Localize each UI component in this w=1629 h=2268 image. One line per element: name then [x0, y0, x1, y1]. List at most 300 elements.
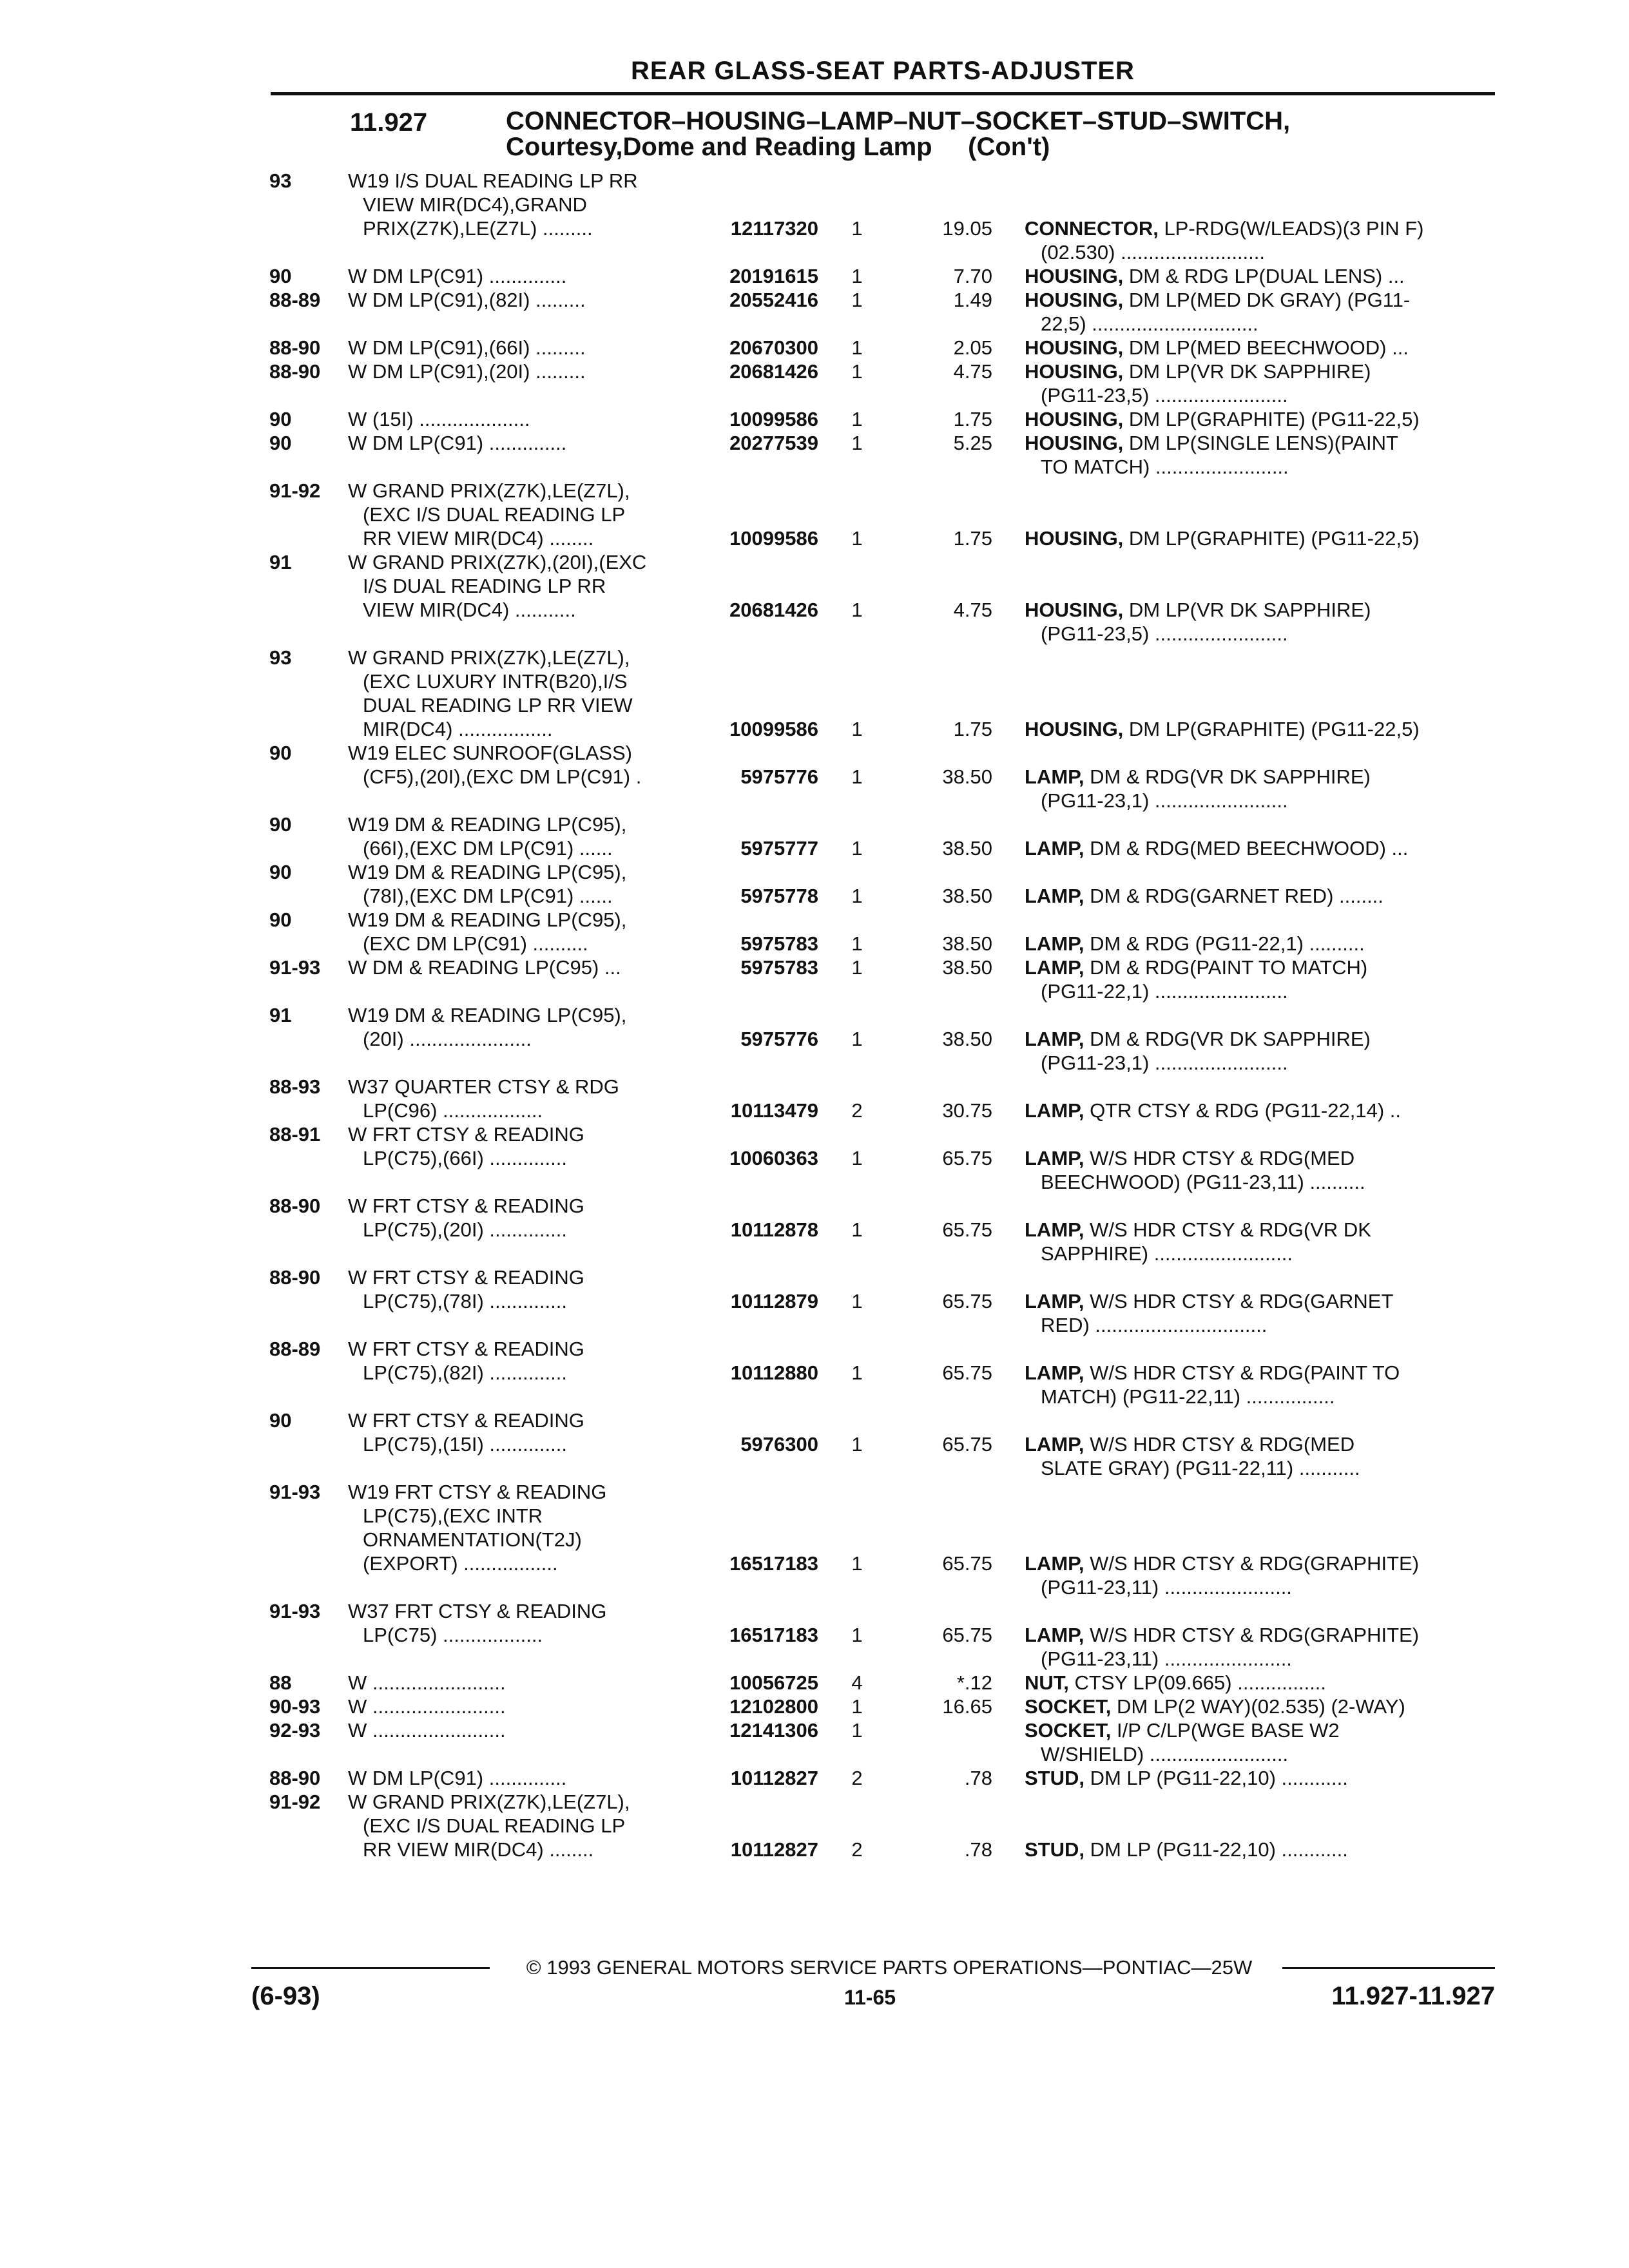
entry-line: [0, 741, 1629, 765]
part-detail: (02.530) ..........................: [1041, 241, 1266, 264]
price: 65.75: [942, 1552, 992, 1575]
section-title: CONNECTOR–HOUSING–LAMP–NUT–SOCKET–STUD–SWITCH,: [506, 107, 1291, 135]
usage-description: LP(C75),(20I) ..............: [363, 1218, 567, 1241]
part-description: [1025, 1766, 1492, 1790]
quantity: 1: [851, 289, 863, 311]
usage-description: W ........................: [348, 1671, 506, 1694]
usage-description: W FRT CTSY & READING: [348, 1409, 584, 1432]
usage-description: LP(C75),(EXC INTR: [363, 1504, 543, 1527]
part-number: 10099586: [729, 408, 818, 430]
part-number: 5975776: [740, 1028, 818, 1050]
entry-line: [0, 407, 1629, 431]
usage-description: VIEW MIR(DC4),GRAND: [363, 193, 587, 216]
usage-description: (EXC DM LP(C91) ..........: [363, 932, 588, 955]
entry-line: [0, 503, 1629, 526]
model-years: 88-90: [269, 1195, 321, 1217]
entry-line: [0, 1552, 1629, 1575]
footer-rule-right: [1282, 1967, 1495, 1969]
part-name: HOUSING,: [1025, 289, 1124, 311]
part-detail: LP-RDG(W/LEADS)(3 PIN F): [1158, 217, 1424, 240]
model-years: 91-92: [269, 1791, 321, 1813]
part-detail: DM LP(VR DK SAPPHIRE): [1123, 360, 1371, 383]
model-years: 91-93: [269, 1481, 321, 1503]
price: 38.50: [942, 956, 992, 979]
part-description: [1025, 1218, 1492, 1242]
part-description: [1041, 383, 1492, 407]
part-detail: CTSY LP(09.665) ................: [1068, 1671, 1327, 1694]
part-entry: [0, 407, 1629, 431]
part-description: [1041, 1456, 1492, 1480]
entry-line: [0, 455, 1629, 479]
part-detail: DM LP(MED BEECHWOOD) ...: [1123, 336, 1409, 359]
part-number: 12102800: [729, 1695, 818, 1718]
part-description: [1025, 216, 1492, 240]
entry-line: [0, 884, 1629, 908]
entry-line: [0, 812, 1629, 836]
model-years: 90: [269, 432, 292, 454]
model-years: 91-93: [269, 956, 321, 979]
part-detail: DM LP(GRAPHITE) (PG11-22,5): [1123, 718, 1420, 740]
usage-description: W19 DM & READING LP(C95),: [348, 908, 627, 931]
price: *.12: [956, 1671, 992, 1694]
part-name: LAMP,: [1025, 1361, 1084, 1384]
price: 65.75: [942, 1290, 992, 1312]
part-detail: (PG11-23,11) .......................: [1041, 1576, 1292, 1599]
usage-description: W19 DM & READING LP(C95),: [348, 861, 627, 883]
part-description: [1025, 1552, 1492, 1575]
entry-line: [0, 1456, 1629, 1480]
model-years: 91: [269, 1004, 292, 1026]
part-description: [1025, 1027, 1492, 1051]
part-entry: [0, 1718, 1629, 1766]
price: 38.50: [942, 837, 992, 860]
part-number: 10112827: [730, 1767, 818, 1789]
quantity: 1: [851, 1552, 863, 1575]
entry-line: [0, 1003, 1629, 1027]
usage-description: DUAL READING LP RR VIEW: [363, 694, 633, 716]
model-years: 91: [269, 551, 292, 573]
part-detail: W/S HDR CTSY & RDG(VR DK: [1084, 1218, 1371, 1241]
part-detail: W/S HDR CTSY & RDG(MED: [1084, 1147, 1355, 1169]
part-entry: [0, 264, 1629, 288]
part-number: 10060363: [729, 1147, 818, 1169]
usage-description: LP(C75),(78I) ..............: [363, 1290, 567, 1312]
usage-description: W GRAND PRIX(Z7K),LE(Z7L),: [348, 479, 630, 502]
part-entry: [0, 1337, 1629, 1408]
part-description: [1025, 526, 1492, 550]
part-name: LAMP,: [1025, 1552, 1084, 1575]
part-description: [1025, 956, 1492, 979]
model-years: 88-90: [269, 1266, 321, 1289]
entry-line: [0, 860, 1629, 884]
part-detail: (PG11-23,5) ........................: [1041, 384, 1288, 407]
price: 2.05: [953, 336, 992, 359]
part-number: 20277539: [729, 432, 818, 454]
part-description: [1041, 1313, 1492, 1337]
usage-description: W ........................: [348, 1695, 506, 1718]
price: 1.49: [953, 289, 992, 311]
entry-line: [0, 1671, 1629, 1695]
entry-line: [0, 669, 1629, 693]
part-number: 20670300: [729, 336, 818, 359]
model-years: 88-93: [269, 1075, 321, 1098]
usage-description: PRIX(Z7K),LE(Z7L) .........: [363, 217, 593, 240]
part-description: [1025, 1718, 1492, 1742]
part-detail: SLATE GRAY) (PG11-22,11) ...........: [1041, 1457, 1360, 1479]
part-number: 5975777: [740, 837, 818, 860]
section-number: 11.927: [350, 108, 428, 137]
usage-description: W DM LP(C91) ..............: [348, 432, 567, 454]
quantity: 2: [851, 1099, 863, 1122]
entry-line: [0, 1075, 1629, 1099]
part-name: HOUSING,: [1025, 599, 1124, 621]
usage-description: W37 FRT CTSY & READING: [348, 1600, 607, 1622]
usage-description: W DM LP(C91),(66I) .........: [348, 336, 586, 359]
quantity: 1: [851, 1433, 863, 1456]
usage-description: VIEW MIR(DC4) ...........: [363, 599, 576, 621]
part-detail: (PG11-22,1) ........................: [1041, 980, 1288, 1003]
page-header-title: REAR GLASS-SEAT PARTS-ADJUSTER: [631, 57, 1135, 85]
usage-description: (CF5),(20I),(EXC DM LP(C91) .: [363, 765, 642, 788]
part-name: HOUSING,: [1025, 432, 1124, 454]
part-description: [1041, 240, 1492, 264]
part-detail: DM LP(MED DK GRAY) (PG11-: [1123, 289, 1411, 311]
part-number: 10112878: [730, 1218, 818, 1241]
part-detail: W/S HDR CTSY & RDG(MED: [1084, 1433, 1355, 1456]
quantity: 1: [851, 932, 863, 955]
entry-line: [0, 1480, 1629, 1504]
part-entry: [0, 1766, 1629, 1790]
entry-line: [0, 550, 1629, 574]
usage-description: (EXPORT) .................: [363, 1552, 558, 1575]
part-entry: [0, 1265, 1629, 1337]
quantity: 1: [851, 432, 863, 454]
part-name: LAMP,: [1025, 1099, 1084, 1122]
usage-description: LP(C96) ..................: [363, 1099, 543, 1122]
model-years: 88-90: [269, 360, 321, 383]
entry-line: [0, 526, 1629, 550]
quantity: 1: [851, 885, 863, 907]
part-detail: W/S HDR CTSY & RDG(GARNET: [1084, 1290, 1394, 1312]
entry-line: [0, 1051, 1629, 1075]
entry-line: [0, 908, 1629, 932]
quantity: 1: [851, 1695, 863, 1718]
part-entry: [0, 1194, 1629, 1265]
entry-line: [0, 693, 1629, 717]
part-description: [1041, 1385, 1492, 1408]
part-description: [1025, 1695, 1492, 1718]
part-number: 10112827: [730, 1838, 818, 1861]
part-number: 16517183: [729, 1624, 818, 1646]
part-detail: DM LP(GRAPHITE) (PG11-22,5): [1123, 527, 1420, 550]
part-description: [1025, 336, 1492, 360]
entry-line: [0, 1146, 1629, 1170]
part-name: HOUSING,: [1025, 527, 1124, 550]
model-years: 88-90: [269, 336, 321, 359]
part-detail: W/S HDR CTSY & RDG(PAINT TO: [1084, 1361, 1400, 1384]
part-number: 20681426: [729, 360, 818, 383]
part-detail: W/SHIELD) .........................: [1041, 1743, 1289, 1765]
part-number: 20191615: [729, 265, 818, 287]
entry-line: [0, 932, 1629, 956]
model-years: 90: [269, 265, 292, 287]
usage-description: W ........................: [348, 1719, 506, 1742]
entry-line: [0, 1242, 1629, 1265]
part-detail: I/P C/LP(WGE BASE W2: [1111, 1719, 1340, 1742]
quantity: 1: [851, 765, 863, 788]
model-years: 90-93: [269, 1695, 321, 1718]
part-number: 5975783: [740, 932, 818, 955]
quantity: 1: [851, 408, 863, 430]
entry-line: [0, 240, 1629, 264]
entry-line: [0, 1194, 1629, 1218]
price: 4.75: [953, 599, 992, 621]
entry-line: [0, 1408, 1629, 1432]
part-number: 20552416: [729, 289, 818, 311]
part-name: HOUSING,: [1025, 718, 1124, 740]
part-detail: DM LP(GRAPHITE) (PG11-22,5): [1123, 408, 1420, 430]
quantity: 1: [851, 217, 863, 240]
part-description: [1025, 1361, 1492, 1385]
usage-description: (EXC I/S DUAL READING LP: [363, 503, 626, 526]
part-entry: [0, 1480, 1629, 1599]
usage-description: RR VIEW MIR(DC4) ........: [363, 527, 594, 550]
part-entry: [0, 956, 1629, 1003]
price: .78: [964, 1767, 992, 1789]
usage-description: W19 I/S DUAL READING LP RR: [348, 169, 638, 192]
entry-line: [0, 1027, 1629, 1051]
part-description: [1025, 598, 1492, 622]
usage-description: RR VIEW MIR(DC4) ........: [363, 1838, 594, 1861]
part-description: [1025, 1623, 1492, 1647]
part-detail: DM LP(VR DK SAPPHIRE): [1123, 599, 1371, 621]
model-years: 93: [269, 169, 292, 192]
part-number: 5975783: [740, 956, 818, 979]
usage-description: LP(C75),(82I) ..............: [363, 1361, 567, 1384]
usage-description: W19 DM & READING LP(C95),: [348, 813, 627, 836]
price: 1.75: [953, 718, 992, 740]
usage-description: (78I),(EXC DM LP(C91) ......: [363, 885, 613, 907]
entry-line: [0, 789, 1629, 812]
price: 1.75: [953, 408, 992, 430]
part-detail: (PG11-23,1) ........................: [1041, 789, 1288, 812]
quantity: 2: [851, 1767, 863, 1789]
price: 65.75: [942, 1147, 992, 1169]
part-entry: [0, 336, 1629, 360]
part-entry: [0, 431, 1629, 479]
parts-list: [0, 169, 1629, 1861]
usage-description: W37 QUARTER CTSY & RDG: [348, 1075, 619, 1098]
usage-description: W DM LP(C91) ..............: [348, 265, 567, 287]
price: 65.75: [942, 1433, 992, 1456]
part-description: [1025, 1432, 1492, 1456]
price: 65.75: [942, 1361, 992, 1384]
part-entry: [0, 741, 1629, 812]
quantity: 1: [851, 1218, 863, 1241]
entry-line: [0, 622, 1629, 646]
usage-description: (EXC I/S DUAL READING LP: [363, 1814, 626, 1837]
part-entry: [0, 646, 1629, 741]
part-name: LAMP,: [1025, 837, 1084, 860]
part-name: NUT,: [1025, 1671, 1069, 1694]
usage-description: (EXC LUXURY INTR(B20),I/S: [363, 670, 628, 693]
part-entry: [0, 908, 1629, 956]
entry-line: [0, 1432, 1629, 1456]
part-description: [1025, 765, 1492, 789]
usage-description: W FRT CTSY & READING: [348, 1266, 584, 1289]
model-years: 90: [269, 813, 292, 836]
price: .78: [964, 1838, 992, 1861]
part-detail: (PG11-23,5) ........................: [1041, 622, 1288, 645]
part-number: 10056725: [729, 1671, 818, 1694]
part-number: 10099586: [729, 527, 818, 550]
usage-description: W DM LP(C91),(82I) .........: [348, 289, 586, 311]
part-description: [1041, 979, 1492, 1003]
entry-line: [0, 1099, 1629, 1122]
entry-line: [0, 1122, 1629, 1146]
entry-line: [0, 216, 1629, 240]
usage-description: MIR(DC4) .................: [363, 718, 553, 740]
quantity: 4: [851, 1671, 863, 1694]
quantity: 1: [851, 1147, 863, 1169]
price: 38.50: [942, 932, 992, 955]
price: 7.70: [953, 265, 992, 287]
part-description: [1025, 1289, 1492, 1313]
part-name: LAMP,: [1025, 1290, 1084, 1312]
part-detail: DM & RDG(PAINT TO MATCH): [1084, 956, 1368, 979]
entry-line: [0, 1361, 1629, 1385]
usage-description: W GRAND PRIX(Z7K),LE(Z7L),: [348, 1791, 630, 1813]
part-number: 10099586: [729, 718, 818, 740]
entry-line: [0, 574, 1629, 598]
entry-line: [0, 1790, 1629, 1814]
model-years: 91-93: [269, 1600, 321, 1622]
entry-line: [0, 1695, 1629, 1718]
entry-line: [0, 431, 1629, 455]
part-detail: DM & RDG(VR DK SAPPHIRE): [1084, 1028, 1371, 1050]
entry-line: [0, 360, 1629, 383]
entry-line: [0, 765, 1629, 789]
entry-line: [0, 1647, 1629, 1671]
part-description: [1041, 1742, 1492, 1766]
quantity: 1: [851, 599, 863, 621]
part-detail: MATCH) (PG11-22,11) ................: [1041, 1385, 1335, 1408]
part-detail: W/S HDR CTSY & RDG(GRAPHITE): [1084, 1552, 1420, 1575]
entry-line: [0, 1814, 1629, 1838]
part-name: LAMP,: [1025, 956, 1084, 979]
usage-description: W FRT CTSY & READING: [348, 1338, 584, 1360]
part-entry: [0, 360, 1629, 407]
footer-date: (6-93): [251, 1982, 320, 2010]
quantity: 1: [851, 718, 863, 740]
quantity: 2: [851, 1838, 863, 1861]
part-description: [1041, 1170, 1492, 1194]
part-detail: DM & RDG (PG11-22,1) ..........: [1084, 932, 1365, 955]
part-detail: DM LP (PG11-22,10) ............: [1084, 1767, 1348, 1789]
part-number: 10112880: [730, 1361, 818, 1384]
usage-description: W19 FRT CTSY & READING: [348, 1481, 607, 1503]
entry-line: [0, 1337, 1629, 1361]
entry-line: [0, 1742, 1629, 1766]
price: 30.75: [942, 1099, 992, 1122]
usage-description: (66I),(EXC DM LP(C91) ......: [363, 837, 613, 860]
part-number: 20681426: [729, 599, 818, 621]
part-number: 5975776: [740, 765, 818, 788]
part-description: [1025, 407, 1492, 431]
usage-description: I/S DUAL READING LP RR: [363, 575, 606, 597]
part-description: [1025, 1838, 1492, 1861]
footer-page-number: 11-65: [843, 1986, 896, 2009]
entry-line: [0, 1504, 1629, 1528]
part-description: [1025, 1099, 1492, 1122]
part-detail: DM LP (PG11-22,10) ............: [1084, 1838, 1348, 1861]
part-name: LAMP,: [1025, 1433, 1084, 1456]
part-name: LAMP,: [1025, 1624, 1084, 1646]
entry-line: [0, 1385, 1629, 1408]
quantity: 1: [851, 360, 863, 383]
part-detail: DM & RDG(GARNET RED) ........: [1084, 885, 1383, 907]
part-detail: DM & RDG LP(DUAL LENS) ...: [1123, 265, 1405, 287]
usage-description: W GRAND PRIX(Z7K),(20I),(EXC: [348, 551, 647, 573]
usage-description: ORNAMENTATION(T2J): [363, 1528, 582, 1551]
entry-line: [0, 1766, 1629, 1790]
part-description: [1041, 312, 1492, 336]
quantity: 1: [851, 1028, 863, 1050]
part-detail: QTR CTSY & RDG (PG11-22,14) ..: [1084, 1099, 1401, 1122]
usage-description: W DM LP(C91),(20I) .........: [348, 360, 586, 383]
part-detail: DM LP(SINGLE LENS)(PAINT: [1123, 432, 1398, 454]
part-name: HOUSING,: [1025, 336, 1124, 359]
part-detail: DM & RDG(MED BEECHWOOD) ...: [1084, 837, 1409, 860]
quantity: 1: [851, 956, 863, 979]
part-name: SOCKET,: [1025, 1719, 1112, 1742]
price: 16.65: [942, 1695, 992, 1718]
entry-line: [0, 193, 1629, 216]
model-years: 88: [269, 1671, 292, 1694]
model-years: 91-92: [269, 479, 321, 502]
part-entry: [0, 1075, 1629, 1122]
part-description: [1025, 836, 1492, 860]
quantity: 1: [851, 336, 863, 359]
model-years: 93: [269, 646, 292, 669]
entry-line: [0, 312, 1629, 336]
price: 5.25: [953, 432, 992, 454]
part-number: 12141306: [729, 1719, 818, 1742]
part-name: CONNECTOR,: [1025, 217, 1159, 240]
part-detail: TO MATCH) ........................: [1041, 456, 1289, 478]
entry-line: [0, 1838, 1629, 1861]
price: 38.50: [942, 1028, 992, 1050]
entry-line: [0, 1623, 1629, 1647]
part-description: [1041, 1575, 1492, 1599]
entry-line: [0, 1528, 1629, 1552]
model-years: 88-89: [269, 289, 321, 311]
model-years: 88-90: [269, 1767, 321, 1789]
model-years: 92-93: [269, 1719, 321, 1742]
part-description: [1025, 288, 1492, 312]
part-number: 10113479: [730, 1099, 818, 1122]
quantity: 1: [851, 837, 863, 860]
price: 38.50: [942, 885, 992, 907]
entry-line: [0, 1575, 1629, 1599]
part-detail: (PG11-23,11) .......................: [1041, 1648, 1292, 1670]
part-entry: [0, 169, 1629, 264]
part-description: [1025, 717, 1492, 741]
part-description: [1041, 789, 1492, 812]
part-name: LAMP,: [1025, 1218, 1084, 1241]
entry-line: [0, 1289, 1629, 1313]
entry-line: [0, 646, 1629, 669]
